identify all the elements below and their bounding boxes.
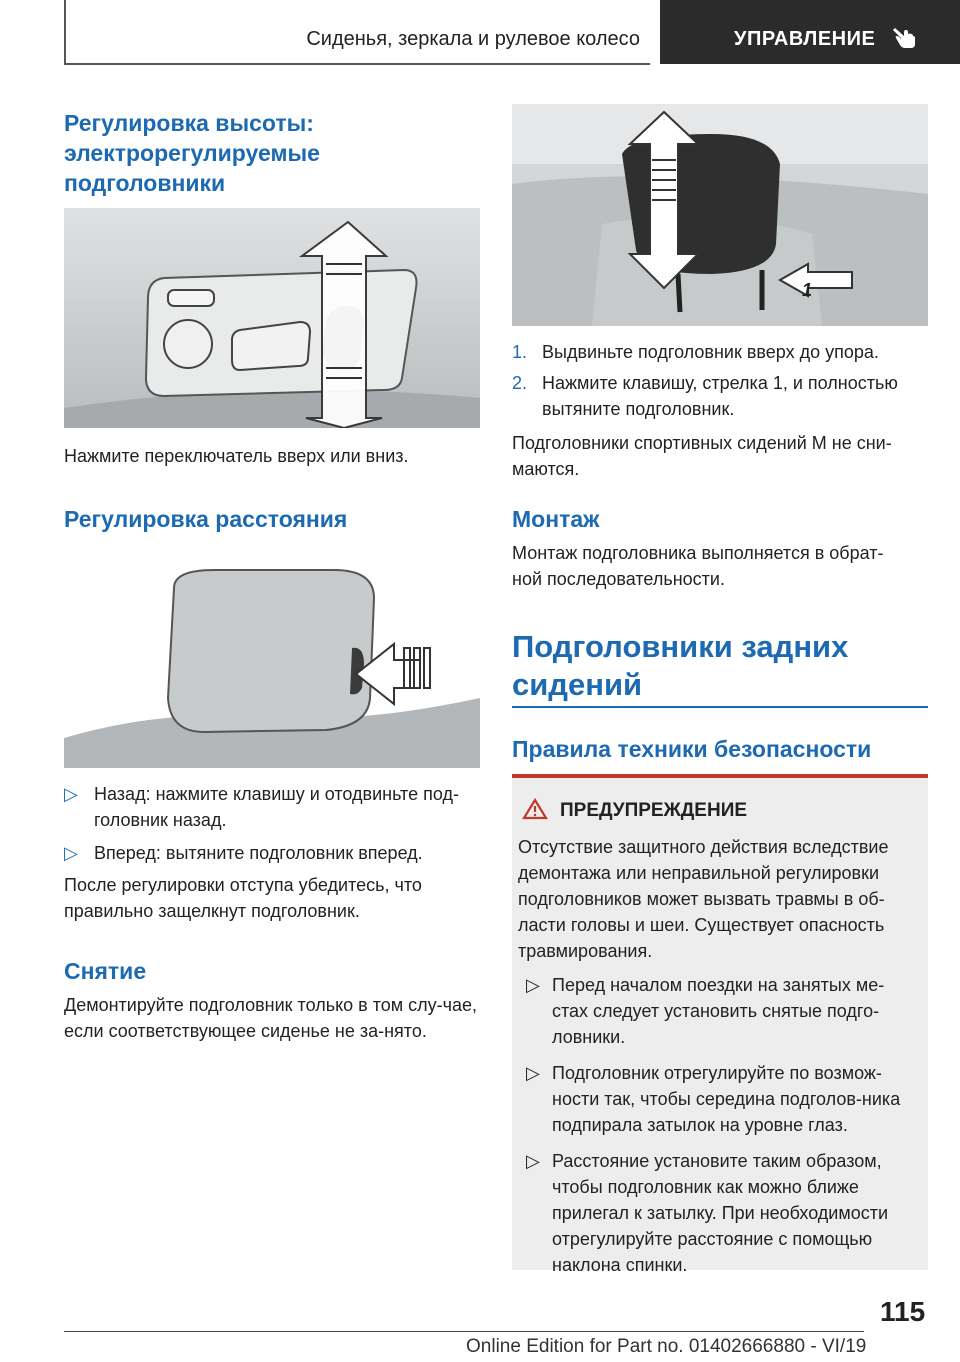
footer-line — [64, 1331, 864, 1332]
triangle-bullet-icon: ▷ — [64, 784, 78, 804]
list-item — [526, 1060, 916, 1138]
page-number: 115 — [880, 1296, 926, 1327]
heading-height-adjustment: Регулировка высоты: электрорегулируемые подголовники — [64, 110, 320, 196]
list-item-text: Назад: нажмите клавишу и отодвиньте под-головник назад. — [94, 784, 459, 830]
triangle-bullet-icon: ▷ — [526, 975, 540, 995]
warning-triangle-icon — [522, 798, 548, 820]
heading-mounting: Монтаж — [512, 506, 600, 532]
step-number: 2. — [512, 373, 528, 393]
warning-box — [512, 778, 928, 1275]
header-chapter-title: УПРАВЛЕНИЕ — [734, 28, 876, 50]
list-item — [64, 781, 484, 833]
figure-seat-switch — [64, 208, 480, 428]
header-section-title: Сиденья, зеркала и рулевое колесо — [306, 28, 640, 50]
list-item-text: Вперед: вытяните подголовник вперед. — [94, 843, 423, 863]
pointing-hand-icon — [892, 26, 918, 50]
list-item-text: Нажмите клавишу, стрелка 1, и полностью вытяните подголовник. — [542, 373, 898, 419]
list-item — [512, 370, 932, 422]
header-rule — [64, 0, 66, 64]
triangle-bullet-icon: ▷ — [64, 843, 78, 863]
figure-callout-label: 1 — [802, 280, 813, 300]
paragraph-distance: После регулировки отступа убедитесь, что правильно защелкнут подголовник. — [64, 875, 422, 921]
paragraph-mounting: Монтаж подголовника выполняется в обрат-ной последовательности. — [512, 543, 884, 589]
figure-headrest-pull — [512, 104, 928, 326]
warning-text: Отсутствие защитного действия вследствие демонтажа или неправильной регулировки подголовников может вызвать травмы в об-ласти головы и шеи. Существует опасность травмирования. — [518, 837, 889, 961]
header-line — [64, 63, 650, 65]
heading-distance-adjustment: Регулировка расстояния — [64, 506, 348, 532]
list-item — [512, 339, 932, 365]
caption-height: Нажмите переключатель вверх или вниз. — [64, 446, 409, 466]
list-item — [64, 840, 484, 866]
figure-headrest-button — [64, 548, 480, 768]
header-chapter-tab — [660, 0, 960, 64]
triangle-bullet-icon: ▷ — [526, 1151, 540, 1171]
paragraph-sport-seats: Подголовники спортивных сидений M не сни-маются. — [512, 433, 892, 479]
list-item-text: Выдвиньте подголовник вверх до упора. — [542, 342, 879, 362]
heading-removal: Снятие — [64, 958, 147, 984]
list-item — [526, 1148, 916, 1278]
list-item — [526, 972, 916, 1050]
paragraph-removal: Демонтируйте подголовник только в том слу-чае, если соответствующее сиденье не за-нято. — [64, 995, 478, 1041]
list-item-text: Перед началом поездки на занятых ме-стах следует установить снятые подго-ловники. — [552, 975, 885, 1047]
warning-title: ПРЕДУПРЕЖДЕНИЕ — [560, 800, 748, 821]
step-number: 1. — [512, 342, 528, 362]
footer-edition: Online Edition for Part no. 01402666880 - VI/19 — [466, 1336, 867, 1357]
list-item-text: Подголовник отрегулируйте по возмож-ности так, чтобы середина подголов-ника подпирала затылок на уровне глаз. — [552, 1063, 901, 1135]
heading-rear-headrests: Подголовники задних сидений — [512, 629, 849, 702]
list-item-text: Расстояние установите таким образом, чтобы подголовник как можно ближе прилегал к затылку. При необходимости отрегулируйте расстояние с помощью наклона спинки. — [552, 1151, 889, 1275]
triangle-bullet-icon: ▷ — [526, 1063, 540, 1083]
section-divider — [512, 706, 928, 708]
heading-safety: Правила техники безопасности — [512, 736, 872, 762]
